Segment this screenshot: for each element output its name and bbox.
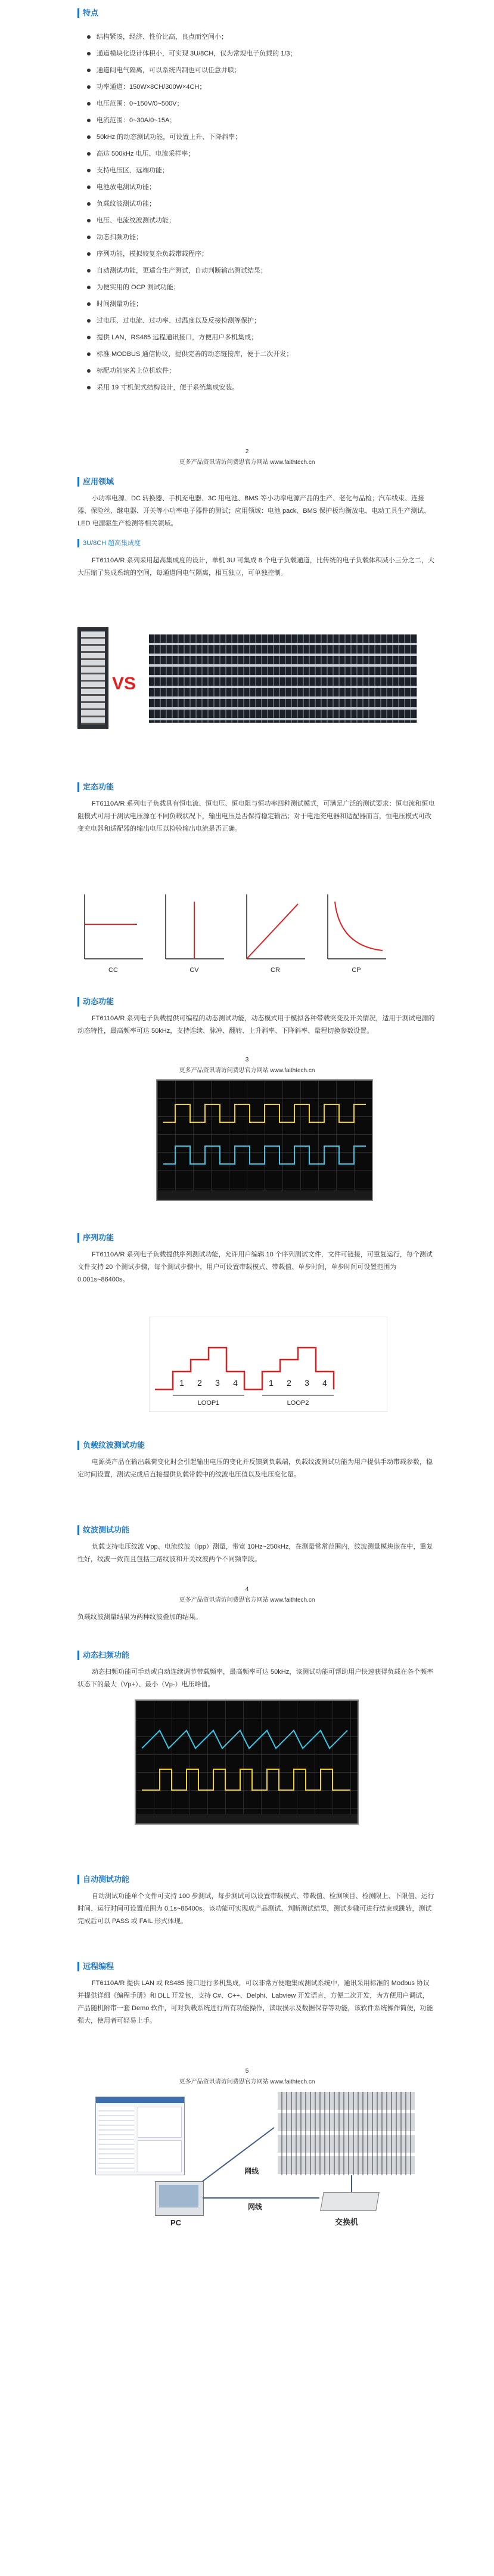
autotest-text: 自动测试功能单个文件可支持 100 步测试，每步测试可以设置带载模式、带载值、检测项目、检测限上、下限值、运行时间、运行时间可设置范围为 0.1s~86400s。该功能可实现成产品测试、判断测试结果，测试步骤可进行结束或跳转，测试完成后可以 PASS 或 FAIL 形式体现。 — [77, 1893, 434, 1925]
step-label: 3 — [305, 1378, 309, 1388]
feature-item: 动态扫频功能； — [86, 229, 420, 246]
feature-item: 自动测试功能，更适合生产测试，自动判断输出测试结果； — [86, 262, 420, 279]
autotest-title: 自动测试功能 — [77, 1875, 129, 1884]
cc-label: CC — [108, 967, 118, 974]
feature-item: 采用 19 寸机架式结构设计，便于系统集成安装。 — [86, 379, 420, 396]
integration-text: FT6110A/R 系列采用超高集成度的设计，单机 3U 可集成 8 个电子负载通道，比传统的电子负载体积减小三分之二，大大压缩了集成系统的空间，每通道间电气隔离，相互独立，可单独控制。 — [77, 557, 434, 577]
page-number: 3 — [245, 1057, 249, 1063]
feature-item: 通道间电气隔离，可以系统内制也可以任意并联； — [86, 62, 420, 79]
sequence-title: 序列功能 — [77, 1233, 114, 1243]
step-label: 1 — [179, 1378, 184, 1388]
pc-label: PC — [170, 2218, 182, 2227]
page-footer: 更多产品资讯请访问费思官方网站 www.faithtech.cn — [179, 1067, 315, 1074]
feature-item: 支持电压区、远端功能； — [86, 162, 420, 179]
feature-item: 负载纹波测试功能； — [86, 196, 420, 212]
dynamic-title: 动态功能 — [77, 997, 114, 1007]
feature-item: 通道模块化设计体积小，可实现 3U/8CH，仅为常规电子负载的 1/3； — [86, 45, 420, 62]
sweep-title: 动态扫频功能 — [77, 1651, 129, 1660]
page-footer: 更多产品资讯请访问费思官方网站 www.faithtech.cn — [179, 2079, 315, 2085]
feature-item: 电池放电测试功能； — [86, 179, 420, 196]
rack-cabinet-image — [77, 627, 108, 729]
page-footer: 更多产品资讯请访问费思官方网站 www.faithtech.cn — [179, 1597, 315, 1603]
sequence-text: FT6110A/R 系列电子负载提供序列测试功能，允许用户编辑 10 个序列测试文件，文件可链接，可重复运行，每个测试文件支持 20 个测试步骤，每个测试步骤中，用户可设置带载模式、带载值、单步时间，单步时间可设置范围为 0.001s~86400s。 — [77, 1251, 433, 1283]
page-number: 2 — [245, 448, 249, 455]
dynamic-text: FT6110A/R 系列电子负载提供可编程的动态测试功能，动态模式用于模拟各种带载突变及开关情况，适用于测试电源的动态特性，最高频率可达 50kHz，支持连续、脉冲、翻转、上升斜率、下降斜率、量程切换参数设置。 — [77, 1015, 435, 1035]
feature-item: 序列功能，模拟较复杂负载带载程序； — [86, 246, 420, 262]
feature-item: 过电压、过电流、过功率、过温度以及反接检测等保护； — [86, 312, 420, 329]
page-footer: 更多产品资讯请访问费思官方网站 www.faithtech.cn — [179, 459, 315, 466]
cr-graph — [247, 894, 305, 959]
cp-label: CP — [352, 967, 361, 974]
feature-item: 高达 500kHz 电压、电流采样率； — [86, 145, 420, 162]
feature-item: 功率通道：150W×8CH/300W×4CH； — [86, 79, 420, 95]
eight-channel-units-image — [149, 634, 417, 723]
cc-graph — [85, 894, 143, 959]
remote-system-diagram — [95, 2092, 417, 2229]
sweep-oscilloscope-image — [135, 1699, 359, 1825]
feature-item: 提供 LAN，RS485 远程通讯接口，方便用户多机集成； — [86, 329, 420, 346]
application-title: 应用领域 — [77, 477, 114, 487]
sequence-diagram — [149, 1317, 387, 1412]
vs-label: VS — [112, 674, 136, 693]
static-text: FT6110A/R 系列电子负载具有恒电流、恒电压、恒电阻与恒功率四种测试模式，可满足广泛的测试要求：恒电流和恒电阻模式可用于测试电压源在不同负载状况下，输出电压是否保持稳定输出；对于电池充电器和适配器而言，恒电压模式可改变充电器和适配器的输出电压以检验输出电流是否正确。 — [77, 800, 435, 832]
step-label: 2 — [197, 1378, 202, 1388]
ripple-vi-text: 负载支持电压纹波 Vpp、电流纹波（Ipp）测量，带宽 10Hz~250kHz，在测量常常范围内，纹波测量模块嵌在中，重复性好，纹波一致而且包括三路纹波和开关纹波两个不同频率段。 — [77, 1543, 433, 1563]
step-label: 4 — [233, 1378, 238, 1388]
loop2-label: LOOP2 — [287, 1400, 309, 1407]
cr-label: CR — [271, 967, 280, 974]
ripple-load-title: 负载纹波测试功能 — [77, 1441, 145, 1450]
feature-item: 电压、电流纹波测试功能； — [86, 212, 420, 229]
features-title: 特点 — [77, 8, 98, 18]
switch-label: 交换机 — [335, 2218, 359, 2227]
page-number: 4 — [245, 1586, 249, 1593]
step-label: 4 — [322, 1378, 327, 1388]
feature-item: 电压范围：0~150V/0~500V； — [86, 95, 420, 112]
cp-graph — [328, 894, 386, 959]
remote-text: FT6110A/R 提供 LAN 或 RS485 接口进行多机集成，可以非常方便地集成测试系统中，通讯采用标准的 Modbus 协议并提供详细《编程手册》和 DLL 开发包，支持 C#、C++、Delphi、Labview 开发语言，方便二次开发，为方便用户调试，产品随机附带一套 Demo 软件，可对负载系统进行所有功能操作，读取损示及数据保存等功能，该软件系统操作简便，功能强大，使用者可轻易上手。 — [77, 1980, 433, 2024]
step-label: 3 — [215, 1378, 220, 1388]
network-cable-label: 网线 — [244, 2167, 259, 2175]
feature-item: 时间测量功能； — [86, 296, 420, 312]
step-label: 2 — [287, 1378, 291, 1388]
sweep-text: 动态扫频功能可手动或自动连续调节带载频率，最高频率可达 50kHz，该测试功能可帮助用户快速获得负载在各个频率状态下的最大（Vp+）、最小（Vp-）电压峰值。 — [77, 1668, 434, 1688]
cv-graph — [166, 894, 224, 959]
integration-title: 3U/8CH 超高集成度 — [77, 539, 141, 547]
dynamic-oscilloscope-image — [156, 1079, 373, 1201]
step-label: 1 — [269, 1378, 274, 1388]
network-cable-label: 网线 — [248, 2203, 263, 2211]
ripple-load-text: 电源类产品在输出载荷变化时会引起输出电压的变化并反馈到负载端，负载纹波测试功能为用户提供手动带载参数，稳定时间设置，测试完成后直接提供负载带载中的纹波电压值以及电压变化量。 — [77, 1459, 433, 1478]
static-title: 定态功能 — [77, 782, 114, 792]
feature-item: 结构紧凑，经济、性价比高，良点而空间小； — [86, 29, 420, 45]
cv-label: CV — [189, 967, 199, 974]
page-number: 5 — [245, 2068, 249, 2075]
ripple-vi-title: 纹波测试功能 — [77, 1525, 129, 1535]
feature-item: 为便实用的 OCP 测试功能； — [86, 279, 420, 296]
ripple-note: 负载纹波测量结果为两种纹波叠加的结果。 — [77, 1614, 202, 1621]
application-text: 小功率电源、DC 转换器、手机充电器、3C 用电池、BMS 等小功率电源产品的生产、老化与品检；汽车线束、连接器、保险丝、继电器、开关等小功率电子器件的测试；应用领域：电池 pack、BMS 保护板均衡放电、电动工具生产测试、LED 电源驱生产检测等相关领域。 — [77, 495, 431, 527]
static-modes-diagram — [77, 888, 411, 978]
remote-title: 远程编程 — [77, 1962, 114, 1971]
feature-item: 50kHz 的动态测试功能，可设置上升、下降斜率； — [86, 129, 420, 145]
loop1-label: LOOP1 — [197, 1400, 220, 1407]
feature-item: 电流范围：0~30A/0~15A； — [86, 112, 420, 129]
features-list — [86, 29, 420, 396]
feature-item: 标准 MODBUS 通信协议，提供完善的动态链接库，便于二次开发； — [86, 346, 420, 363]
feature-item: 标配功能完善上位机软件； — [86, 363, 420, 379]
